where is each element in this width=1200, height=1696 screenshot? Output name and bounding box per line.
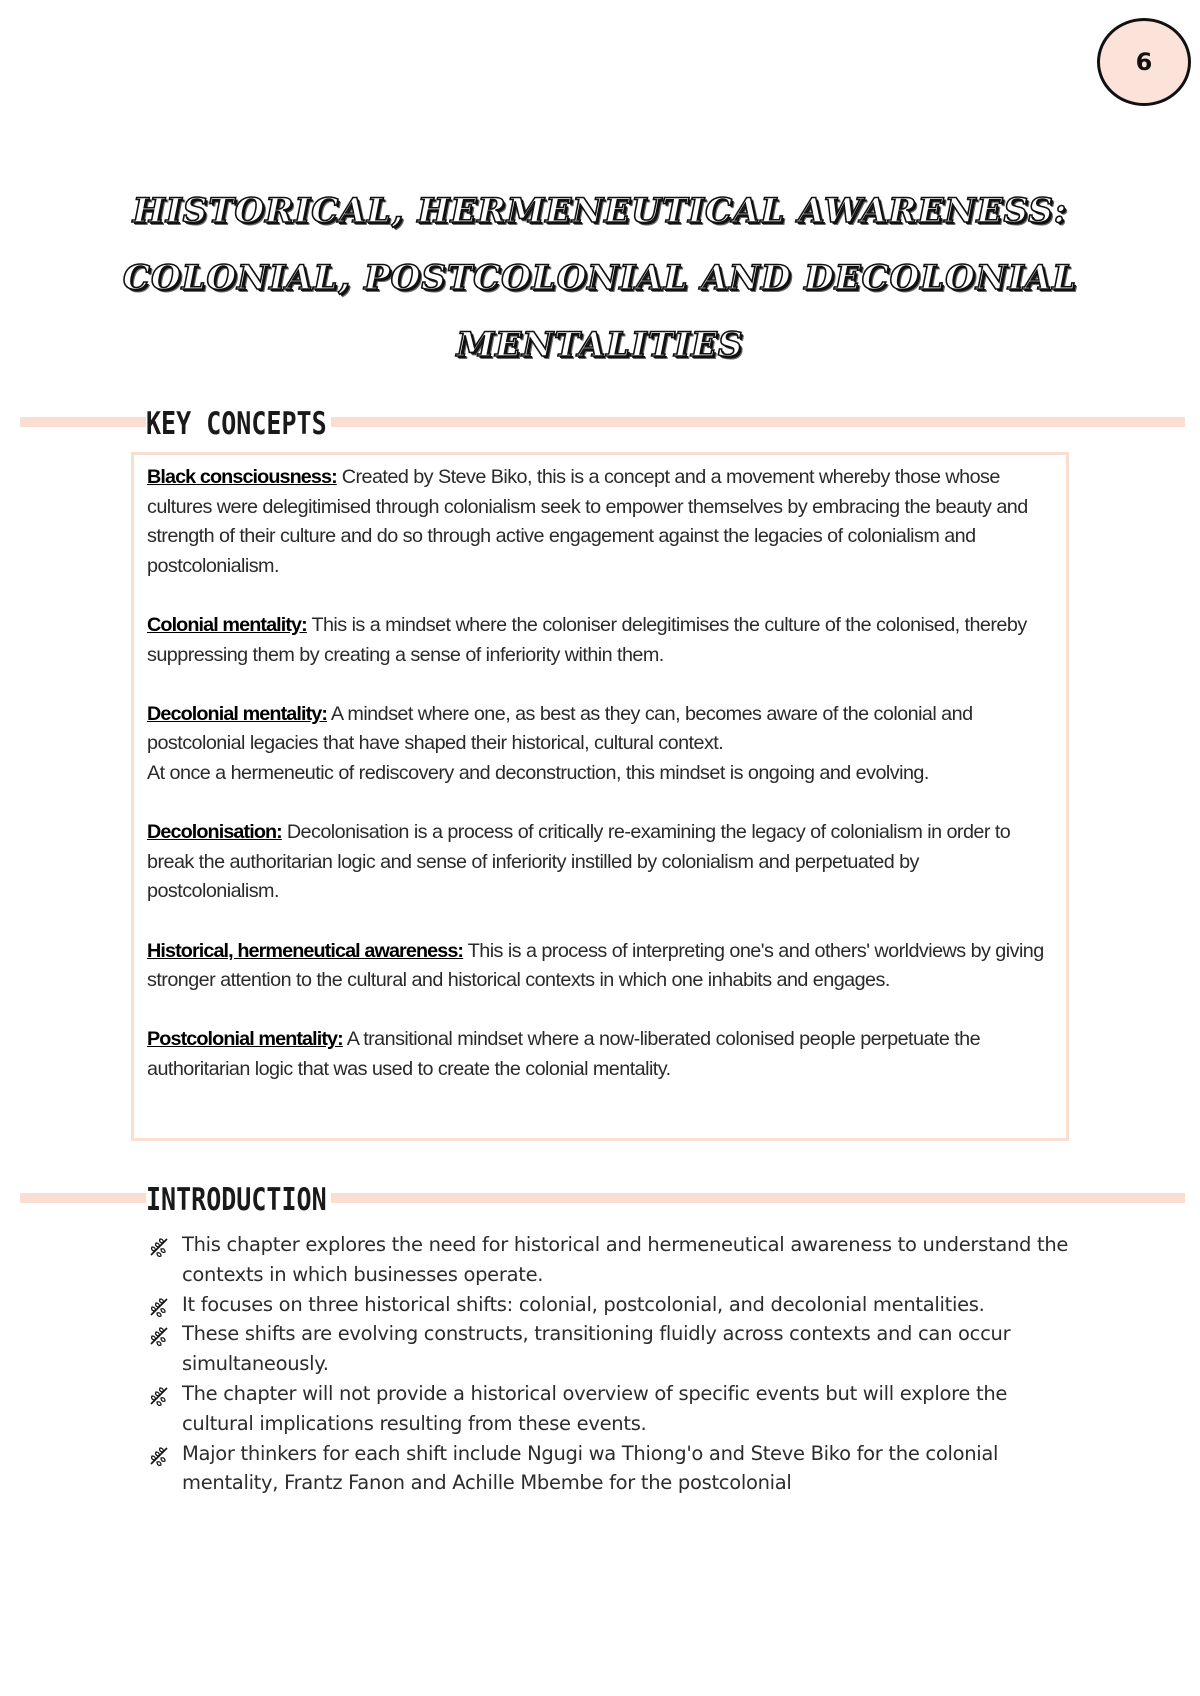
concept-definition: This is a mindset where the coloniser delegitimises the culture of the colonised, thereby suppressing them by creating a sense of inferiority within them. <box>147 613 1027 666</box>
bullet-text: This chapter explores the need for historical and hermeneutical awareness to understand the contexts in which businesses operate. <box>182 1233 1069 1286</box>
bullet-text: These shifts are evolving constructs, transitioning fluidly across contexts and can occur simultaneously. <box>182 1322 1011 1376</box>
page-number-badge <box>1097 18 1191 106</box>
concept-term: Decolonial mentality: <box>147 702 328 725</box>
introduction-heading: INTRODUCTION <box>146 1181 331 1217</box>
concept-black-consciousness <box>147 463 1054 581</box>
concept-definition: Created by Steve Biko, this is a concept and a movement whereby those whose cultures were delegitimised through colonialism seek to empower themselves by embracing the beauty and strength of their culture and do so through active engagement against the legacies of colonialism and postcolonialism. <box>147 466 1028 577</box>
concept-term: Historical, hermeneutical awareness: <box>147 939 464 962</box>
title-line-2: COLONIAL, POSTCOLONIAL AND DECOLONIAL <box>122 258 1078 298</box>
concept-definition: This is a process of interpreting one's and others' worldviews by giving stronger attention to the cultural and historical contexts in which one inhabits and engages. <box>147 939 1044 992</box>
concept-postcolonial-mentality <box>147 1025 1054 1084</box>
list-item <box>148 1439 1078 1499</box>
key-concepts-heading: KEY CONCEPTS <box>146 405 331 441</box>
concept-decolonial-mentality <box>147 700 1054 789</box>
fern-leaf-icon <box>148 1385 170 1407</box>
title-line-1: HISTORICAL, HERMENEUTICAL AWARENESS: <box>132 191 1068 231</box>
list-item <box>148 1230 1078 1290</box>
page-number: 6 <box>1135 48 1153 76</box>
page-title <box>120 178 1080 379</box>
bullet-text: It focuses on three historical shifts: colonial, postcolonial, and decolonial mentalities. <box>182 1292 985 1316</box>
concept-term: Postcolonial mentality: <box>147 1028 343 1051</box>
bullet-text: Major thinkers for each shift include Ngugi wa Thiong'o and Steve Biko for the colonial mentality, Frantz Fanon and Achille Mbembe for the postcolonial <box>182 1441 999 1495</box>
fern-leaf-icon <box>148 1445 170 1467</box>
concept-definition: Decolonisation is a process of critically re-examining the legacy of colonialism in order to break the authoritarian logic and sense of inferiority instilled by colonialism and perpetuated by postcolonialism. <box>147 821 1011 903</box>
concept-term: Black consciousness: <box>147 466 337 488</box>
fern-leaf-icon <box>148 1236 170 1258</box>
concept-definition: A transitional mindset where a now-liberated colonised people perpetuate the authoritarian logic that was used to create the colonial mentality. <box>147 1028 981 1080</box>
list-item <box>148 1379 1078 1439</box>
title-line-3: MENTALITIES <box>456 325 744 365</box>
concept-colonial-mentality <box>147 611 1054 670</box>
concept-term: Colonial mentality: <box>147 613 307 636</box>
concept-definition-continued: At once a hermeneutic of rediscovery and deconstruction, this mindset is ongoing and evolving. <box>147 761 929 784</box>
concept-historical-hermeneutical-awareness <box>147 937 1054 996</box>
concept-definition: A mindset where one, as best as they can, becomes aware of the colonial and postcolonial legacies that have shaped their historical, cultural context. <box>147 702 973 755</box>
fern-leaf-icon <box>148 1296 170 1318</box>
fern-leaf-icon <box>148 1325 170 1347</box>
introduction-bullet-list <box>148 1230 1078 1498</box>
list-item <box>148 1319 1078 1379</box>
bullet-text: The chapter will not provide a historical overview of specific events but will explore the cultural implications resulting from these events. <box>182 1381 1008 1435</box>
key-concepts-box <box>131 452 1069 1141</box>
concept-term: Decolonisation: <box>147 821 282 844</box>
concept-decolonisation <box>147 818 1054 907</box>
list-item <box>148 1290 1078 1320</box>
